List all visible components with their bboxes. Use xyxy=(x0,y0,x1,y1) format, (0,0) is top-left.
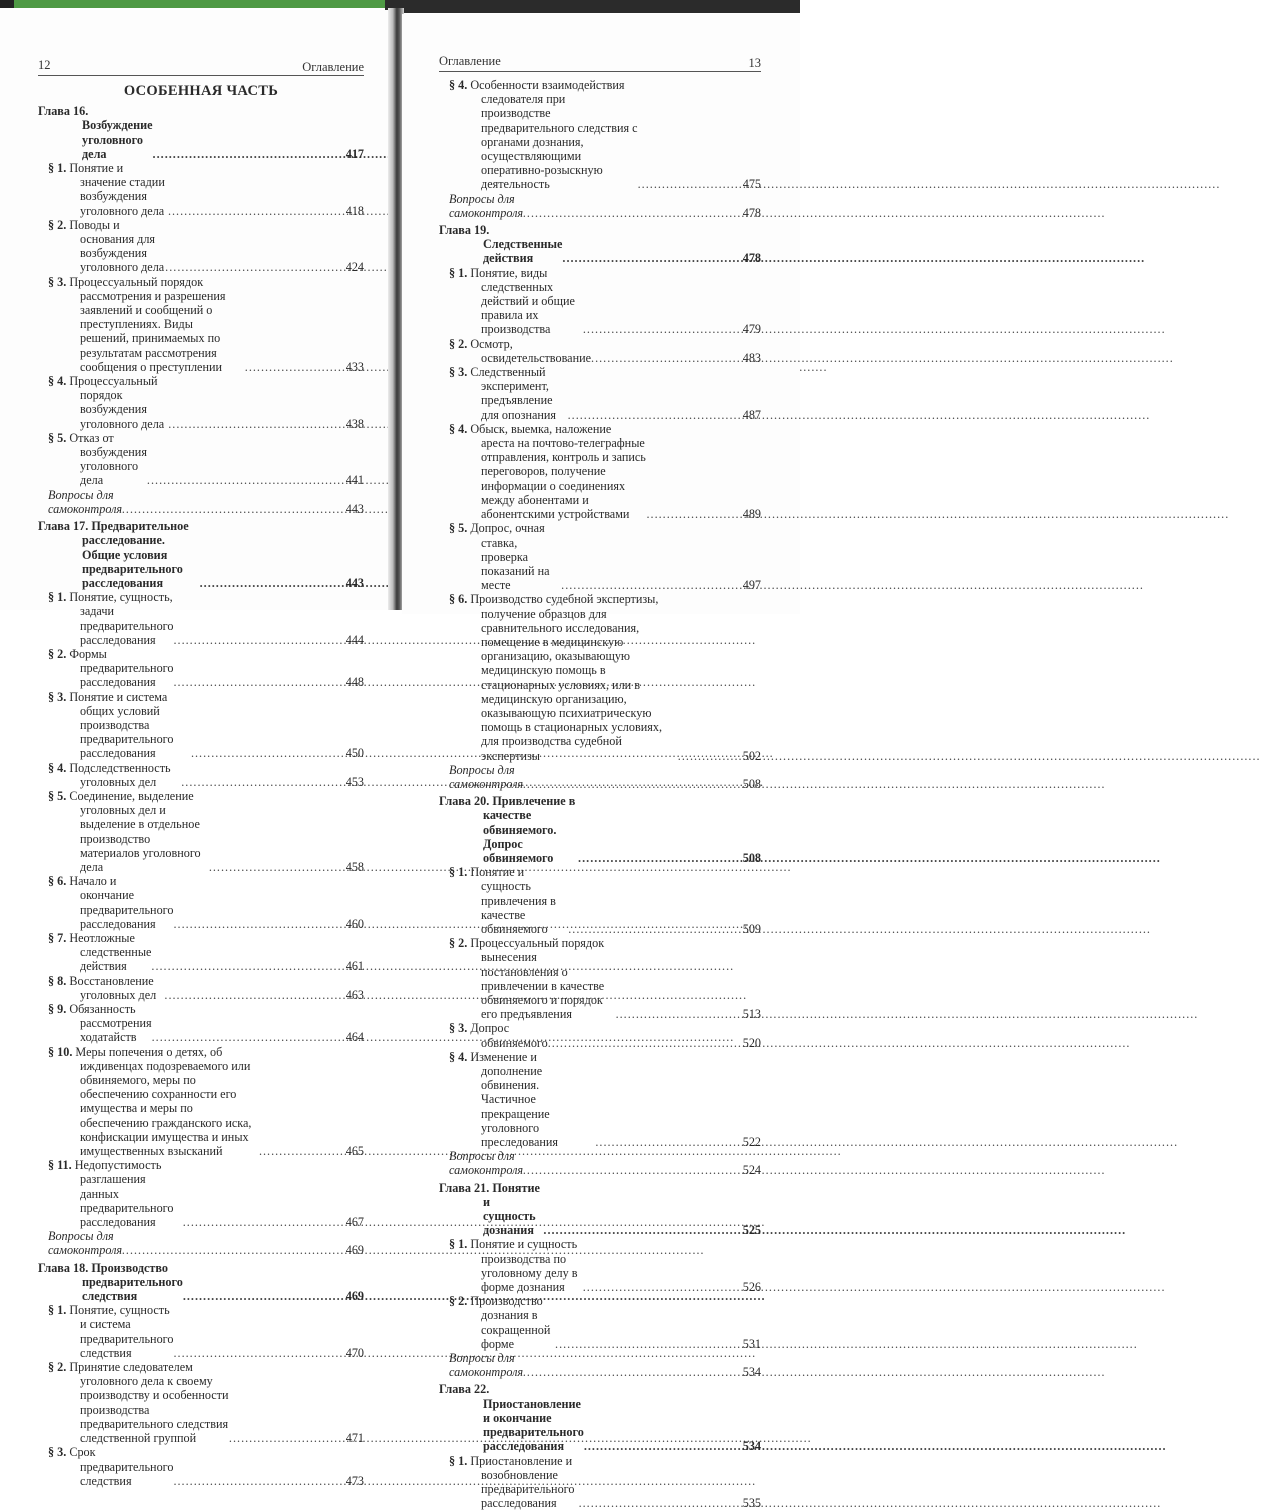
toc-page-number: 424 xyxy=(346,260,364,274)
dot-leader xyxy=(616,1007,743,1021)
toc-page-number: 463 xyxy=(346,988,364,1002)
running-head-left xyxy=(38,56,364,76)
section-number: § 4. xyxy=(48,761,66,775)
toc-page-number: 508 xyxy=(743,777,761,791)
dot-leader xyxy=(591,351,743,365)
dot-leader xyxy=(153,147,346,161)
entry-text: Понятие и сущность привлечения в качестве обвиняемого xyxy=(470,865,556,936)
dot-leader xyxy=(122,1243,346,1257)
toc-section xyxy=(38,761,364,789)
toc-entry-title xyxy=(439,794,578,865)
dot-leader xyxy=(646,507,742,521)
toc-page-number: 489 xyxy=(743,507,761,521)
running-head-right xyxy=(439,52,761,72)
entry-text: Допрос, очная ставка, проверка показаний на месте xyxy=(470,521,549,592)
toc-chapter xyxy=(439,1382,761,1453)
section-number: § 1. xyxy=(48,161,66,175)
entry-text: Понятие и система общих условий производства предварительного расследования xyxy=(69,690,173,761)
toc-questions xyxy=(439,1149,761,1177)
toc-section xyxy=(38,590,364,647)
dot-leader xyxy=(595,1135,742,1149)
toc-page-number: 465 xyxy=(346,1144,364,1158)
toc-entry-title xyxy=(449,1454,579,1510)
toc-entry-title xyxy=(449,192,523,220)
section-number: § 2. xyxy=(449,936,467,950)
toc-section xyxy=(439,1050,761,1149)
toc-entry-title xyxy=(38,104,153,161)
entry-text: Соединение, выделение уголовных дел и выделение в отдельное производство материалов уголовного дела xyxy=(69,789,200,874)
entry-text: Восстановление уголовных дел xyxy=(69,974,156,1002)
toc-entry-title xyxy=(449,1294,555,1351)
toc-entry-title xyxy=(449,1149,523,1177)
toc-entry-title xyxy=(48,761,181,789)
toc-entry-title xyxy=(38,519,200,590)
toc-page-number: 479 xyxy=(743,322,761,336)
section-number: § 10. xyxy=(48,1045,72,1059)
dot-leader xyxy=(584,1439,743,1453)
dot-leader xyxy=(548,1036,743,1050)
toc-section xyxy=(38,1445,364,1488)
toc-page-number: 497 xyxy=(743,578,761,592)
table-of-contents-left xyxy=(38,84,364,1488)
entry-text: Понятие, сущность и система предварительного следствия xyxy=(69,1303,173,1360)
dot-leader xyxy=(173,1346,345,1360)
dot-leader xyxy=(173,917,345,931)
toc-entry-title xyxy=(439,1181,543,1238)
toc-entry-title xyxy=(449,1351,523,1379)
toc-questions xyxy=(38,488,364,516)
section-number: § 2. xyxy=(48,647,66,661)
page-number-right: 13 xyxy=(749,56,762,71)
section-number: § 4. xyxy=(449,422,467,436)
entry-text: Неотложные следственные действия xyxy=(69,931,151,973)
toc-entry-title xyxy=(449,266,583,337)
dot-leader xyxy=(181,775,345,789)
toc-section xyxy=(439,78,761,192)
toc-entries-left xyxy=(38,104,364,1488)
entry-text: Глава 22. Приостановление и окончание предварительного расследования xyxy=(439,1382,584,1453)
toc-page-number: 469 xyxy=(346,1243,364,1257)
toc-page-number: 475 xyxy=(743,177,761,191)
toc-page-number: 534 xyxy=(743,1365,761,1379)
toc-section xyxy=(439,1021,761,1049)
dot-leader xyxy=(638,177,743,191)
dot-leader xyxy=(568,922,743,936)
dot-leader xyxy=(583,1280,743,1294)
toc-page-number: 433 xyxy=(346,360,364,374)
entry-text: Понятие, сущность, задачи предварительного расследования xyxy=(69,590,173,647)
page-number-left: 12 xyxy=(38,58,51,73)
entry-text: Процессуальный порядок рассмотрения и разрешения заявлений и сообщений о преступлениях. Виды решений, принимаемых по результатам рассмотрения сообщения о преступлении xyxy=(69,275,225,374)
toc-questions xyxy=(439,192,761,220)
section-number: § 1. xyxy=(449,1237,467,1251)
section-number: § 1. xyxy=(48,590,66,604)
toc-page-number: 526 xyxy=(743,1280,761,1294)
toc-entry-title xyxy=(439,1382,584,1453)
toc-page-number: 464 xyxy=(346,1030,364,1044)
toc-section xyxy=(439,337,761,365)
section-number: § 6. xyxy=(48,874,66,888)
toc-entry-title xyxy=(449,1021,548,1049)
section-number: § 3. xyxy=(449,1021,467,1035)
toc-page-number: 444 xyxy=(346,633,364,647)
toc-page-number: 508 xyxy=(743,851,761,865)
toc-page-number: 460 xyxy=(346,917,364,931)
entry-text: Обязанность рассмотрения ходатайств xyxy=(69,1002,151,1044)
toc-section xyxy=(439,521,761,592)
entry-text: Производство судебной экспертизы, получение образцов для сравнительного исследования, помещение в медицинскую организацию, оказывающую медицинскую помощь в стационарных условиях, или в медицинскую организацию, оказывающую психиатрическую помощь в стационарных условиях, для производства судебной экспертизы xyxy=(470,592,662,762)
entry-text: Срок предварительного следствия xyxy=(69,1445,173,1487)
entry-text: Процессуальный порядок вынесения постановления о привлечении в качестве обвиняемого и порядок его предъявления xyxy=(470,936,604,1021)
toc-entry-title xyxy=(48,690,191,761)
entry-text: Процессуальный порядок возбуждения уголовного дела xyxy=(69,374,164,431)
toc-page-number: 458 xyxy=(346,860,364,874)
toc-entry-title xyxy=(48,275,245,374)
toc-entry-title xyxy=(48,647,173,690)
toc-entry-title xyxy=(449,365,568,422)
section-number: § 4. xyxy=(449,1050,467,1064)
entry-text: Вопросы для самоконтроля xyxy=(449,1351,523,1379)
left-page xyxy=(0,10,392,610)
toc-page-number: 520 xyxy=(743,1036,761,1050)
entry-text: Вопросы для самоконтроля xyxy=(449,1149,523,1177)
section-number: § 5. xyxy=(449,521,467,535)
toc-entry-title xyxy=(48,1158,183,1229)
toc-page-number: 450 xyxy=(346,746,364,760)
toc-entry-title xyxy=(48,161,168,218)
entry-text: Поводы и основания для возбуждения уголовного дела xyxy=(69,218,164,275)
toc-page-number: 535 xyxy=(743,1496,761,1510)
entry-text: Следственный эксперимент, предъявление для опознания xyxy=(470,365,556,422)
toc-page-number: 467 xyxy=(346,1215,364,1229)
toc-entry-title xyxy=(449,1050,595,1149)
dot-leader xyxy=(165,260,346,274)
toc-entry-title xyxy=(48,590,173,647)
right-page xyxy=(402,14,800,614)
dot-leader xyxy=(568,408,743,422)
toc-entry-title xyxy=(48,431,147,488)
toc-entry-title xyxy=(48,1045,259,1159)
toc-entry-title xyxy=(449,763,523,791)
running-head-title-right: Оглавление xyxy=(439,54,501,69)
section-number: § 6. xyxy=(449,592,467,606)
section-number: § 3. xyxy=(449,365,467,379)
toc-entry-title xyxy=(48,931,151,974)
dot-leader xyxy=(164,988,345,1002)
entry-text: Вопросы для самоконтроля xyxy=(449,763,523,791)
entry-text: Особенности взаимодействия следователя при производстве предварительного следствия с органами дознания, осуществляющими оперативно-розыскную деятельность xyxy=(470,78,637,191)
dot-leader xyxy=(523,777,743,791)
section-number: § 1. xyxy=(48,1303,66,1317)
dot-leader xyxy=(578,851,743,865)
toc-entry-title xyxy=(38,1261,183,1304)
dot-leader xyxy=(151,959,345,973)
toc-questions xyxy=(439,1351,761,1379)
toc-section xyxy=(38,974,364,1002)
part-title: ОСОБЕННАЯ ЧАСТЬ xyxy=(38,84,364,98)
entry-text: Вопросы для самоконтроля xyxy=(48,1229,122,1257)
toc-section xyxy=(38,1360,364,1445)
entry-text: Обыск, выемка, наложение ареста на почтово-телеграфные отправления, контроль и запись переговоров, получение информации о соединениях между абонентами и абонентскими устройствами xyxy=(470,422,646,521)
toc-entry-title xyxy=(48,1445,173,1488)
toc-section xyxy=(439,936,761,1021)
dot-leader xyxy=(583,322,743,336)
entry-text: Понятие, виды следственных действий и общие правила их производства xyxy=(470,266,575,337)
toc-section xyxy=(38,1303,364,1360)
table-of-contents-right xyxy=(439,78,761,1510)
dot-leader xyxy=(245,360,346,374)
toc-questions xyxy=(439,763,761,791)
toc-page-number: 438 xyxy=(346,417,364,431)
entry-text: Глава 19. Следственные действия xyxy=(439,223,562,265)
toc-entry-title xyxy=(449,1237,583,1294)
toc-chapter xyxy=(439,794,761,865)
running-head-title-left: Оглавление xyxy=(302,60,364,75)
toc-page-number: 448 xyxy=(346,675,364,689)
entry-text: Осмотр, освидетельствование xyxy=(470,337,591,365)
dot-leader xyxy=(168,204,346,218)
toc-page-number: 522 xyxy=(743,1135,761,1149)
toc-section xyxy=(38,647,364,690)
toc-entry-title xyxy=(449,936,616,1021)
entry-text: Изменение и дополнение обвинения. Частичное прекращение уголовного преследования xyxy=(470,1050,558,1149)
entry-text: Недопустимость разглашения данных предварительного расследования xyxy=(75,1158,174,1229)
dot-leader xyxy=(147,473,346,487)
toc-entry-title xyxy=(449,521,561,592)
section-number: § 1. xyxy=(449,865,467,879)
section-number: § 1. xyxy=(449,266,467,280)
section-number: § 3. xyxy=(48,275,66,289)
toc-section xyxy=(439,865,761,936)
toc-section xyxy=(439,266,761,337)
dot-leader xyxy=(562,251,742,265)
toc-entry-title xyxy=(48,488,122,516)
dot-leader xyxy=(259,1144,346,1158)
toc-page-number: 443 xyxy=(346,576,364,590)
toc-entry-title xyxy=(449,78,638,192)
section-number: § 2. xyxy=(449,337,467,351)
toc-section xyxy=(439,1294,761,1351)
dot-leader xyxy=(555,1337,743,1351)
section-number: § 7. xyxy=(48,931,66,945)
section-number: § 4. xyxy=(449,78,467,92)
entry-text: Глава 21. Понятие и сущность дознания xyxy=(439,1181,540,1238)
toc-section xyxy=(38,374,364,431)
toc-page-number: 534 xyxy=(743,1439,761,1453)
toc-section xyxy=(439,1454,761,1510)
entry-text: Глава 16. Возбуждение уголовного дела xyxy=(38,104,153,161)
toc-section xyxy=(38,690,364,761)
dot-leader xyxy=(561,578,743,592)
dot-leader xyxy=(543,1223,742,1237)
dot-leader xyxy=(523,206,743,220)
toc-section xyxy=(439,592,761,762)
toc-section xyxy=(439,422,761,521)
toc-entry-title xyxy=(449,592,678,762)
toc-entry-title xyxy=(48,789,209,874)
entry-text: Формы предварительного расследования xyxy=(69,647,173,689)
section-number: § 3. xyxy=(48,690,66,704)
section-number: § 2. xyxy=(48,1360,66,1374)
dot-leader xyxy=(678,749,743,763)
toc-page-number: 524 xyxy=(743,1163,761,1177)
entry-text: Производство дознания в сокращенной форме xyxy=(470,1294,550,1351)
toc-entry-title xyxy=(449,422,646,521)
entry-text: Глава 17. Предварительное расследование. Общие условия предварительного расследования xyxy=(38,519,189,590)
book-cover-edge-right xyxy=(385,0,800,13)
dot-leader xyxy=(168,417,346,431)
entry-text: Принятие следователем уголовного дела к своему производству и особенности производства предварительного следствия следственной группой xyxy=(69,1360,228,1445)
toc-page-number: 525 xyxy=(743,1223,761,1237)
entry-text: Понятие и значение стадии возбуждения уголовного дела xyxy=(69,161,165,218)
toc-entries-right xyxy=(439,78,761,1510)
dot-leader xyxy=(209,860,346,874)
toc-entry-title xyxy=(449,865,568,936)
section-number: § 1. xyxy=(449,1454,467,1468)
dot-leader xyxy=(152,1030,346,1044)
section-number: § 5. xyxy=(48,431,66,445)
toc-chapter xyxy=(439,223,761,266)
toc-entry-title xyxy=(48,1360,229,1445)
toc-page-number: 461 xyxy=(346,959,364,973)
toc-section xyxy=(38,275,364,374)
section-number: § 11. xyxy=(48,1158,72,1172)
section-number: § 4. xyxy=(48,374,66,388)
toc-entry-title xyxy=(48,1303,173,1360)
toc-page-number: 483 xyxy=(743,351,761,365)
toc-entry-title xyxy=(48,874,173,931)
toc-entry-title xyxy=(449,337,591,365)
entry-text: Отказ от возбуждения уголовного дела xyxy=(69,431,147,488)
entry-text: Приостановление и возобновление предварительного расследования xyxy=(470,1454,574,1510)
dot-leader xyxy=(173,1474,345,1488)
toc-page-number: 478 xyxy=(743,251,761,265)
toc-section xyxy=(38,1002,364,1045)
toc-entry-title xyxy=(48,374,168,431)
toc-page-number: 453 xyxy=(346,775,364,789)
entry-text: Подследственность уголовных дел xyxy=(69,761,170,789)
toc-section xyxy=(38,1158,364,1229)
toc-page-number: 509 xyxy=(743,922,761,936)
toc-chapter xyxy=(38,104,364,161)
dot-leader xyxy=(579,1496,743,1510)
section-number: § 2. xyxy=(48,218,66,232)
toc-page-number: 417 xyxy=(346,147,364,161)
toc-entry-title xyxy=(439,223,562,266)
dot-leader xyxy=(173,675,345,689)
toc-page-number: 513 xyxy=(743,1007,761,1021)
toc-page-number: 443 xyxy=(346,502,364,516)
dot-leader xyxy=(183,1289,346,1303)
dot-leader xyxy=(122,502,346,516)
toc-entry-title xyxy=(48,218,165,275)
section-number: § 2. xyxy=(449,1294,467,1308)
toc-section xyxy=(38,874,364,931)
toc-page-number: 470 xyxy=(346,1346,364,1360)
section-number: § 8. xyxy=(48,974,66,988)
entry-text: Глава 20. Привлечение в качестве обвиняемого. Допрос обвиняемого xyxy=(439,794,575,865)
entry-text: Меры попечения о детях, об иждивенцах подозреваемого или обвиняемого, меры по обеспечению сохранности его имущества и меры по обеспечению гражданского иска, конфискации имущества и иных имущественных взысканий xyxy=(75,1045,251,1158)
toc-page-number: 502 xyxy=(743,749,761,763)
section-number: § 9. xyxy=(48,1002,66,1016)
toc-page-number: 469 xyxy=(346,1289,364,1303)
toc-entry-title xyxy=(48,974,164,1002)
toc-chapter xyxy=(439,1181,761,1238)
section-number: § 5. xyxy=(48,789,66,803)
toc-page-number: 418 xyxy=(346,204,364,218)
dot-leader xyxy=(183,1215,346,1229)
toc-page-number: 473 xyxy=(346,1474,364,1488)
toc-entry-title xyxy=(48,1229,122,1257)
entry-text: Начало и окончание предварительного расследования xyxy=(69,874,173,931)
dot-leader xyxy=(200,576,346,590)
toc-page-number: 441 xyxy=(346,473,364,487)
toc-section xyxy=(439,365,761,422)
dot-leader xyxy=(173,633,345,647)
toc-section xyxy=(439,1237,761,1294)
dot-leader xyxy=(229,1431,346,1445)
toc-section xyxy=(38,931,364,974)
toc-section xyxy=(38,218,364,275)
dot-leader xyxy=(191,746,346,760)
dot-leader xyxy=(523,1163,743,1177)
entry-text: Вопросы для самоконтроля xyxy=(48,488,122,516)
toc-questions xyxy=(38,1229,364,1257)
toc-section xyxy=(38,789,364,874)
toc-page-number: 487 xyxy=(743,408,761,422)
toc-chapter xyxy=(38,1261,364,1304)
section-number: § 3. xyxy=(48,1445,66,1459)
entry-text: Понятие и сущность производства по уголовному делу в форме дознания xyxy=(470,1237,577,1294)
toc-chapter xyxy=(38,519,364,590)
toc-section xyxy=(38,431,364,488)
entry-text: Глава 18. Производство предварительного следствия xyxy=(38,1261,183,1303)
dot-leader xyxy=(523,1365,743,1379)
toc-entry-title xyxy=(48,1002,152,1045)
toc-section xyxy=(38,1045,364,1159)
toc-page-number: 478 xyxy=(743,206,761,220)
entry-text: Вопросы для самоконтроля xyxy=(449,192,523,220)
toc-page-number: 531 xyxy=(743,1337,761,1351)
book-cover-edge-left xyxy=(0,0,385,8)
toc-page-number: 471 xyxy=(346,1431,364,1445)
entry-text: Допрос обвиняемого xyxy=(470,1021,547,1049)
toc-section xyxy=(38,161,364,218)
